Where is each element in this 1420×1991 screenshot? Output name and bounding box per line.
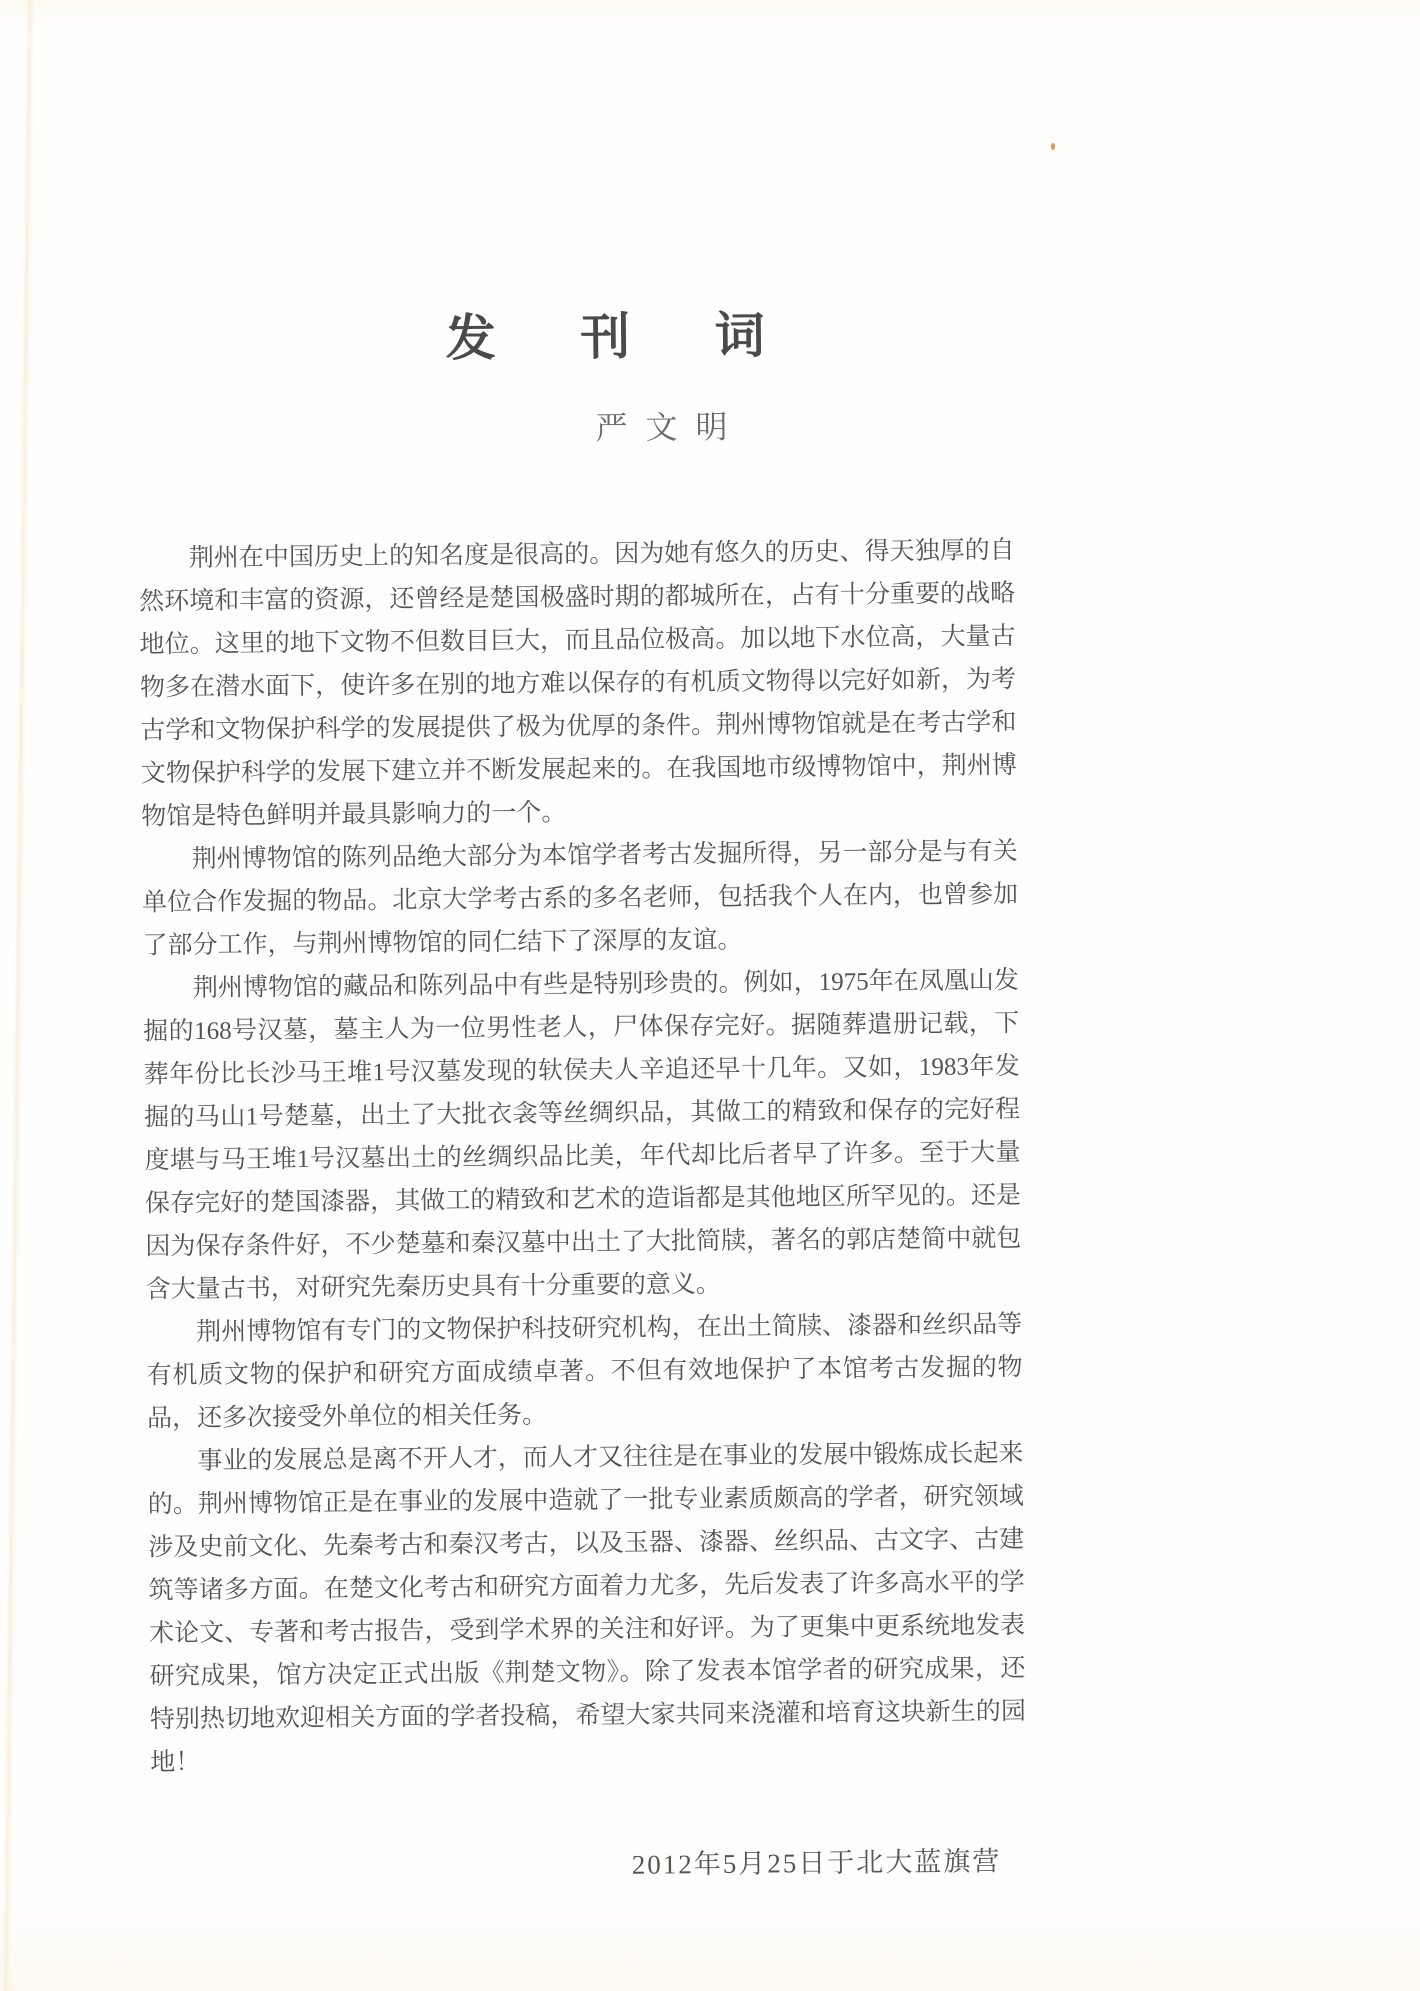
page-title: 发 刊 词 [445,306,801,367]
author-name: 严文明 [595,408,746,447]
body-paragraph: 事业的发展总是离不开人才，而人才又往往是在事业的发展中锻炼成长起来的。荆州博物馆正是在事业的发展中造就了一批专业素质颇高的学者，研究领域涉及史前文化、先秦考古和秦汉考古，以及玉器、漆器、丝织品、古文字、古建筑等诸多方面。在楚文化考古和研究方面着力尤多，先后发表了许多高水平的学术论文、专著和考古报告，受到学术界的关注和好评。为了更集中更系统地发表研究成果，馆方决定正式出版《荆楚文物》。除了发表本馆学者的研究成果，还特别热切地欢迎相关方面的学者投稿，希望大家共同来浇灌和培育这块新生的园地！ [147,1440,1027,1777]
body-paragraph: 荆州博物馆的陈列品绝大部分为本馆学者考古发掘所得，另一部分是与有关单位合作发掘的物品。北京大学考古系的多名老师，包括我个人在内，也曾参加了部分工作，与荆州博物馆的同仁结下了深厚的友谊。 [141,838,1019,960]
body-text [139,529,1027,1784]
dateline: 2012年5月25日于北大蓝旗营 [631,1846,1002,1880]
body-paragraph: 荆州博物馆有专门的文物保护科技研究机构，在出土简牍、漆器和丝织品等有机质文物的保护和研究方面成绩卓著。不但有效地保护了本馆考古发掘的物品，还多次接受外单位的相关任务。 [146,1311,1023,1433]
body-paragraph: 荆州在中国历史上的知名度是很高的。因为她有悠久的历史、得天独厚的自然环境和丰富的资源，还曾经是楚国极盛时期的都城所在，占有十分重要的战略地位。这里的地下文物不但数目巨大，而且品位极高。加以地下水位高，大量古物多在潜水面下，使许多在别的地方难以保存的有机质文物得以完好如新，为考古学和文物保护科学的发展提供了极为优厚的条件。荆州博物馆就是在考古学和文物保护科学的发展下建立并不断发展起来的。在我国地市级博物馆中，荆州博物馆是特色鲜明并最具影响力的一个。 [139,537,1017,831]
body-paragraph: 荆州博物馆的藏品和陈列品中有些是特别珍贵的。例如，1975年在凤凰山发掘的168号汉墓，墓主人为一位男性老人，尸体保存完好。据随葬遣册记载，下葬年份比长沙马王堆1号汉墓发现的轪侯夫人辛追还早十几年。又如，1983年发掘的马山1号楚墓，出土了大批衣衾等丝绸织品，其做工的精致和保存的完好程度堪与马王堆1号汉墓出土的丝绸织品比美，年代却比后者早了许多。至于大量保存完好的楚国漆器，其做工的精致和艺术的造诣都是其他地区所罕见的。还是因为保存条件好，不少楚墓和秦汉墓中出土了大批简牍，著名的郭店楚简中就包含大量古书，对研究先秦历史具有十分重要的意义。 [143,967,1022,1304]
